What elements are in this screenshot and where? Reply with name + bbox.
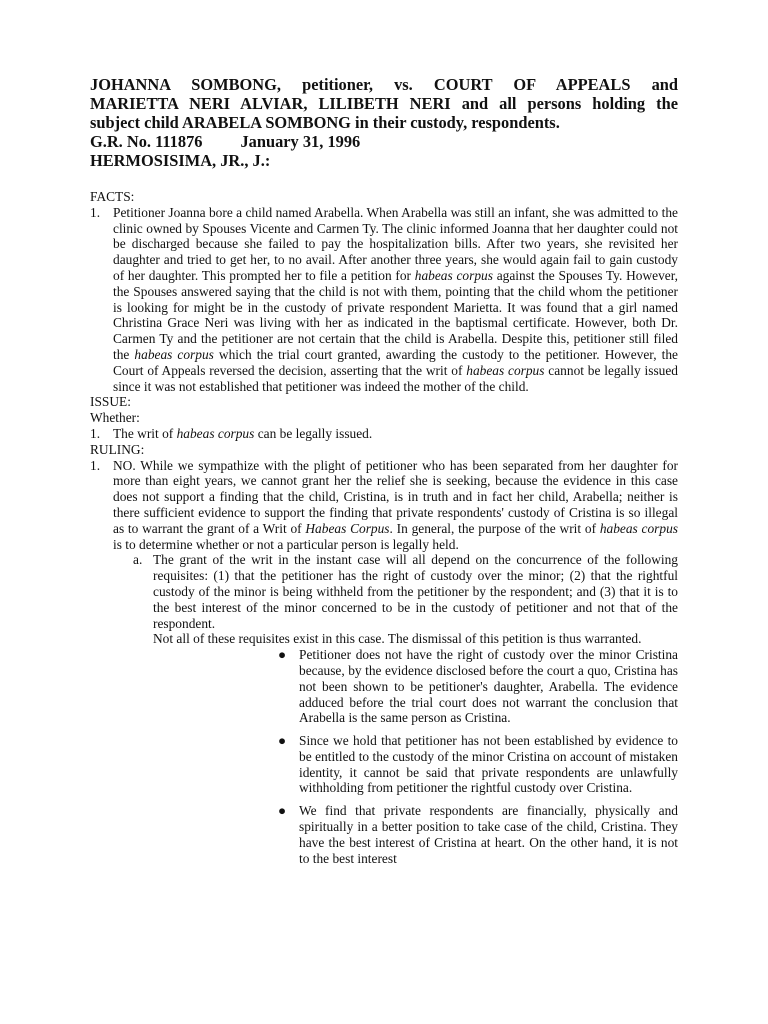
facts-emphasis: habeas corpus (414, 267, 493, 283)
bullet-icon: ● (278, 733, 287, 749)
issue-emphasis: habeas corpus (176, 425, 255, 441)
list-item (278, 647, 678, 726)
bullet-icon: ● (278, 647, 287, 663)
facts-text: cannot be legally issued since it was not established that petitioner was indeed the mother of the child. (113, 362, 678, 394)
ruling-paragraph (90, 458, 678, 553)
issue-text: can be legally issued. (254, 425, 373, 441)
ruling-subitem-a (90, 552, 678, 631)
case-title-line-2: MARIETTA NERI ALVIAR, LILIBETH NERI and all persons holding the (90, 94, 678, 113)
issue-whether: Whether: (90, 410, 140, 426)
decision-date: January 31, 1996 (240, 132, 361, 151)
subitem-text: The grant of the writ in the instant case will all depend on the concurrence of the following requisites: (1) that the petitioner has the right of custody over the minor; (2) that the rightful custody of the minor is being withheld from the petitioner by the respondent; and (3) that it is to the best interest of the minor concerned to be in the custody of petitioner and not that of the respondent. (153, 552, 678, 631)
ruling-subitem-note: Not all of these requisites exist in this case. The dismissal of this petition is thus warranted. (153, 631, 642, 647)
case-title-line-1: JOHANNA SOMBONG, petitioner, vs. COURT OF APPEALS and (90, 75, 678, 94)
gr-number: G.R. No. 111876 (90, 132, 203, 151)
case-title-line-3: subject child ARABELA SOMBONG in their custody, respondents. (90, 113, 560, 132)
bullet-icon: ● (278, 803, 287, 819)
bullet-text: We find that private respondents are financially, physically and spiritually in a better position to take case of the child, Cristina. They have the best interest of Cristina at heart. On the other hand, it is not to the best interest (299, 803, 678, 866)
ruling-emphasis: Habeas Corpus (305, 520, 390, 536)
facts-emphasis: habeas corpus (134, 346, 214, 362)
list-item (278, 733, 678, 796)
issue-heading: ISSUE: (90, 394, 131, 410)
facts-emphasis: habeas corpus (466, 362, 545, 378)
ruling-heading: RULING: (90, 441, 145, 457)
facts-heading: FACTS: (90, 189, 135, 204)
facts-text: which the trial court granted, awarding the custody to the petitioner. However, the Court of Appeals reversed the decision, asserting that the writ of (113, 346, 678, 378)
issue-text: The writ of (113, 425, 177, 441)
ruling-item-number: 1. (90, 457, 101, 473)
facts-text: against the Spouses Ty. However, the Spouses answered saying that the child is not with them, pointing that the child whom the petitioner is looking for might be in the custody of private respondent Marietta. It was found that a girl named Christina Grace Neri was living with her as indicated in the baptismal certificate. However, both Dr. Carmen Ty and the petitioner are not certain that the child is Arabella. Despite this, petitioner still filed the (113, 267, 678, 362)
issue-item-number: 1. (90, 425, 101, 441)
facts-item-number: 1. (90, 204, 101, 220)
bullet-text: Petitioner does not have the right of custody over the minor Cristina because, by the evidence disclosed before the court a quo, Cristina has not been shown to be petitioner's daughter, Arabella. The evidence adduced before the trial court does not warrant the conclusion that Arabella is the same person as Cristina. (299, 647, 678, 726)
ruling-emphasis: habeas corpus (599, 520, 678, 536)
issue-paragraph (90, 426, 678, 442)
facts-text: Petitioner Joanna bore a child named Arabella. When Arabella was still an infant, she was admitted to the clinic owned by Spouses Vicente and Carmen Ty. The clinic informed Joanna that her daughter could not be discharged because she failed to pay the hospitalization bills. After two years, she revisited her daughter and tried to get her, to no avail. After another three years, she would again fail to gain custody of her daughter. This prompted her to file a petition for (113, 204, 678, 283)
ruling-text: is to determine whether or not a particular person is legally held. (113, 536, 459, 552)
case-number-line (90, 132, 678, 151)
subitem-letter: a. (133, 552, 143, 568)
list-item (278, 803, 678, 866)
facts-paragraph (90, 205, 678, 395)
digest-body (90, 189, 678, 866)
bullet-text: Since we hold that petitioner has not been established by evidence to be entitled to the custody of the minor Cristina on account of mistaken identity, it cannot be said that private respondents are unlawfully withholding from petitioner the rightful custody over Cristina. (299, 733, 678, 796)
ruling-text: NO. While we sympathize with the plight of petitioner who has been separated from her daughter for more than eight years, we cannot grant her the relief she is seeking, because the evidence in this case does not support a finding that the child, Cristina, is in truth and in fact her child, Arabella; neither is there sufficient evidence to support the finding that private respondents' custody of Cristina is so illegal as to warrant the grant of a Writ of (113, 457, 678, 536)
ruling-text: . In general, the purpose of the writ of (389, 520, 600, 536)
ruling-bullet-list (90, 647, 678, 866)
ponente: HERMOSISIMA, JR., J.: (90, 151, 271, 170)
